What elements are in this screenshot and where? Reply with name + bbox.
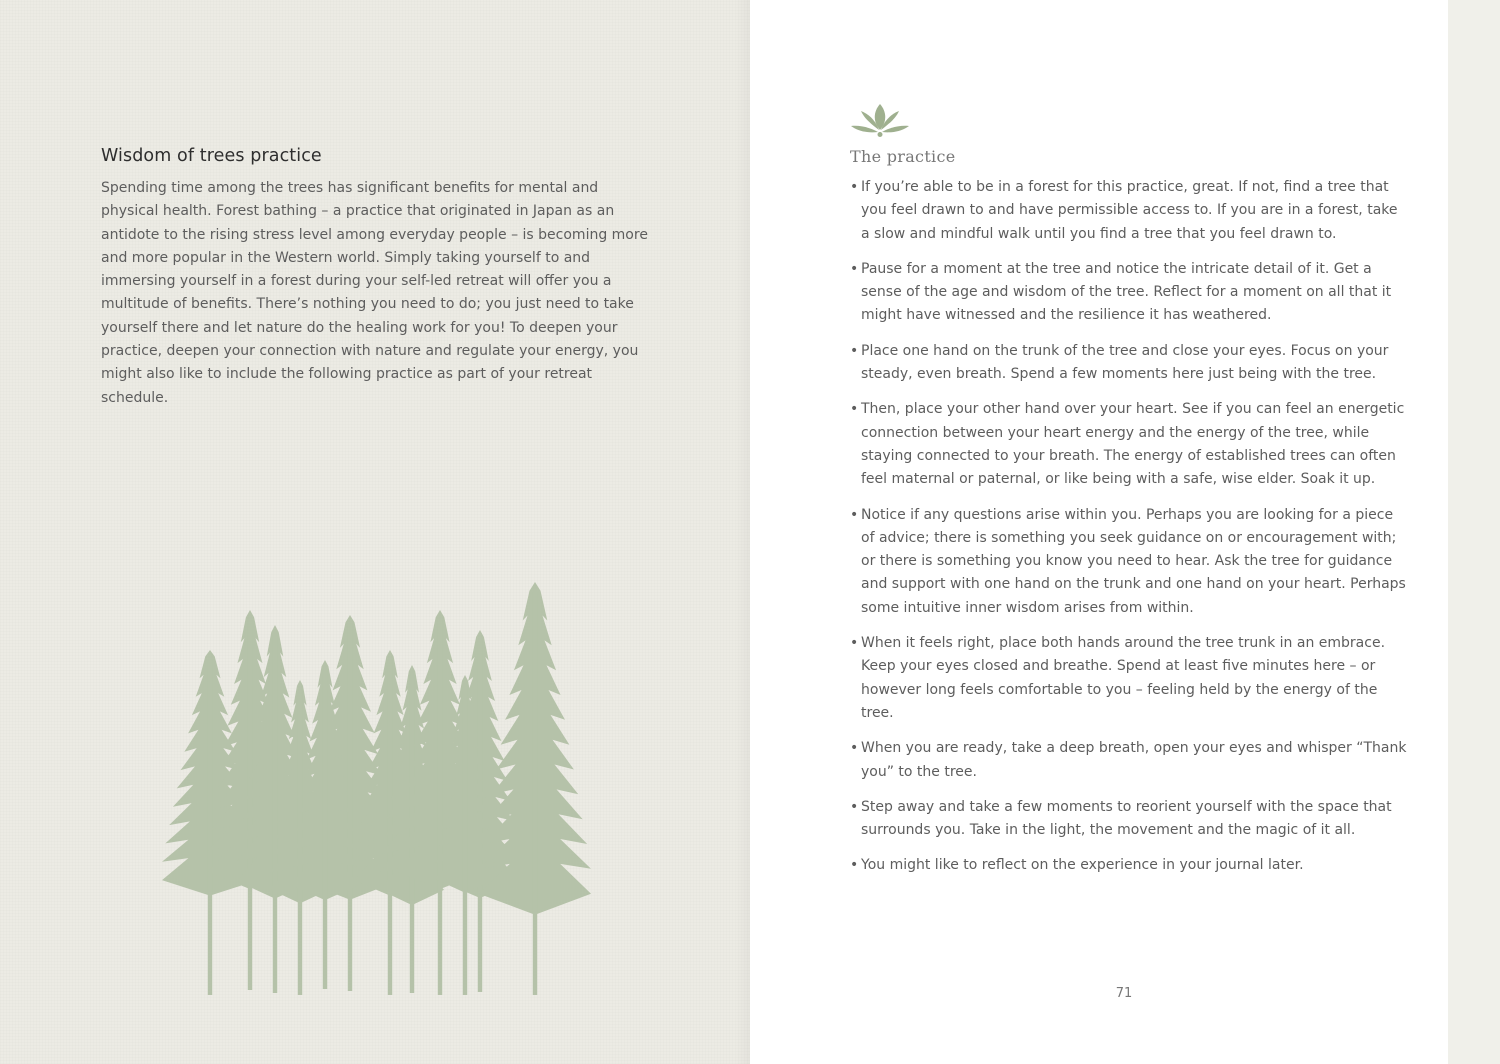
lotus-icon (849, 102, 911, 138)
step-text: You might like to reflect on the experience in your journal later. (861, 857, 1304, 874)
practice-step (850, 504, 1410, 620)
tree-trunk (463, 685, 467, 995)
tree-trunk (438, 620, 442, 995)
practice-step (850, 176, 1410, 246)
intro-paragraph: Spending time among the trees has significant benefits for mental and physical health. Forest bathing – a practice that originated in Japan as an antidote to the rising stress level among everyday people – is becoming more and more popular in the Western world. Simply taking yourself to and immersing yourself in a forest during your self-led retreat will offer you a multitude of benefits. There’s nothing you need to do; you just need to take yourself there and let nature do the healing work for you! To deepen your practice, deepen your connection with nature and regulate your energy, you might also like to include the following practice as part of your retreat schedule. (101, 180, 648, 406)
tree-trunk (273, 635, 277, 993)
practice-step (850, 398, 1410, 491)
bullet: • (850, 179, 859, 195)
tree-trunk (208, 660, 212, 995)
step-text: Step away and take a few moments to reorient yourself with the space that surrounds you. Take in the light, the movement and the magic of it all. (861, 798, 1392, 839)
bullet: • (850, 857, 859, 874)
gutter-shadow (735, 0, 750, 1064)
practice-step (850, 854, 1410, 877)
step-text: Notice if any questions arise within you. Perhaps you are looking for a piece of advice; there is something you seek guidance on or encouragement with; or there is something you know you need to hear. Ask the tree for guidance and support with one hand on the trunk and one hand on your heart. Perhaps some intuitive inner wisdom arises from within. (861, 506, 1406, 616)
forest-illustration (150, 570, 600, 1010)
practice-title: The practice (850, 147, 956, 166)
bullet: • (850, 740, 859, 757)
practice-step (850, 632, 1410, 725)
step-text: Pause for a moment at the tree and notice the intricate detail of it. Get a sense of the age and wisdom of the tree. Reflect for a moment on all that it might have witnessed and the resilience it has weathered. (861, 260, 1392, 324)
practice-step (850, 340, 1410, 387)
practice-step (850, 258, 1410, 328)
step-text: When it feels right, place both hands around the tree trunk in an embrace. Keep your eyes closed and breathe. Spend at least five minutes here – or however long feels comfortable to you – feeling held by the energy of the tree. (861, 635, 1386, 721)
step-text: Then, place your other hand over your heart. See if you can feel an energetic connection between your heart energy and the energy of the tree, while staying connected to your breath. The energy of established trees can often feel maternal or paternal, or like being with a safe, wise elder. Soak it up. (861, 401, 1405, 488)
bullet: • (850, 401, 859, 418)
page-number: 71 (1115, 986, 1133, 1001)
step-text: If you’re able to be in a forest for this practice, great. If not, find a tree that you feel drawn to and have permissible access to. If you are in a forest, take a slow and mindful walk until you find a tree that you feel drawn to. (861, 179, 1398, 242)
step-text: Place one hand on the trunk of the tree and close your eyes. Focus on your steady, even breath. Spend a few moments here just being with the tree. (861, 342, 1389, 383)
bullet: • (850, 635, 859, 652)
bullet: • (850, 506, 859, 523)
practice-step (850, 737, 1410, 784)
practice-steps (850, 176, 1410, 890)
tree-trunk (248, 620, 252, 990)
step-text: When you are ready, take a deep breath, open your eyes and whisper “Thank you” to the tree. (861, 740, 1407, 780)
bullet: • (850, 342, 859, 359)
bullet: • (850, 260, 859, 277)
tree-trunk (533, 592, 537, 995)
tree-trunk (348, 625, 352, 991)
tree-trunk (323, 670, 327, 989)
section-heading: Wisdom of trees practice (101, 146, 322, 166)
practice-step (850, 796, 1410, 843)
bullet: • (850, 798, 859, 815)
page-edge (1448, 0, 1500, 1064)
